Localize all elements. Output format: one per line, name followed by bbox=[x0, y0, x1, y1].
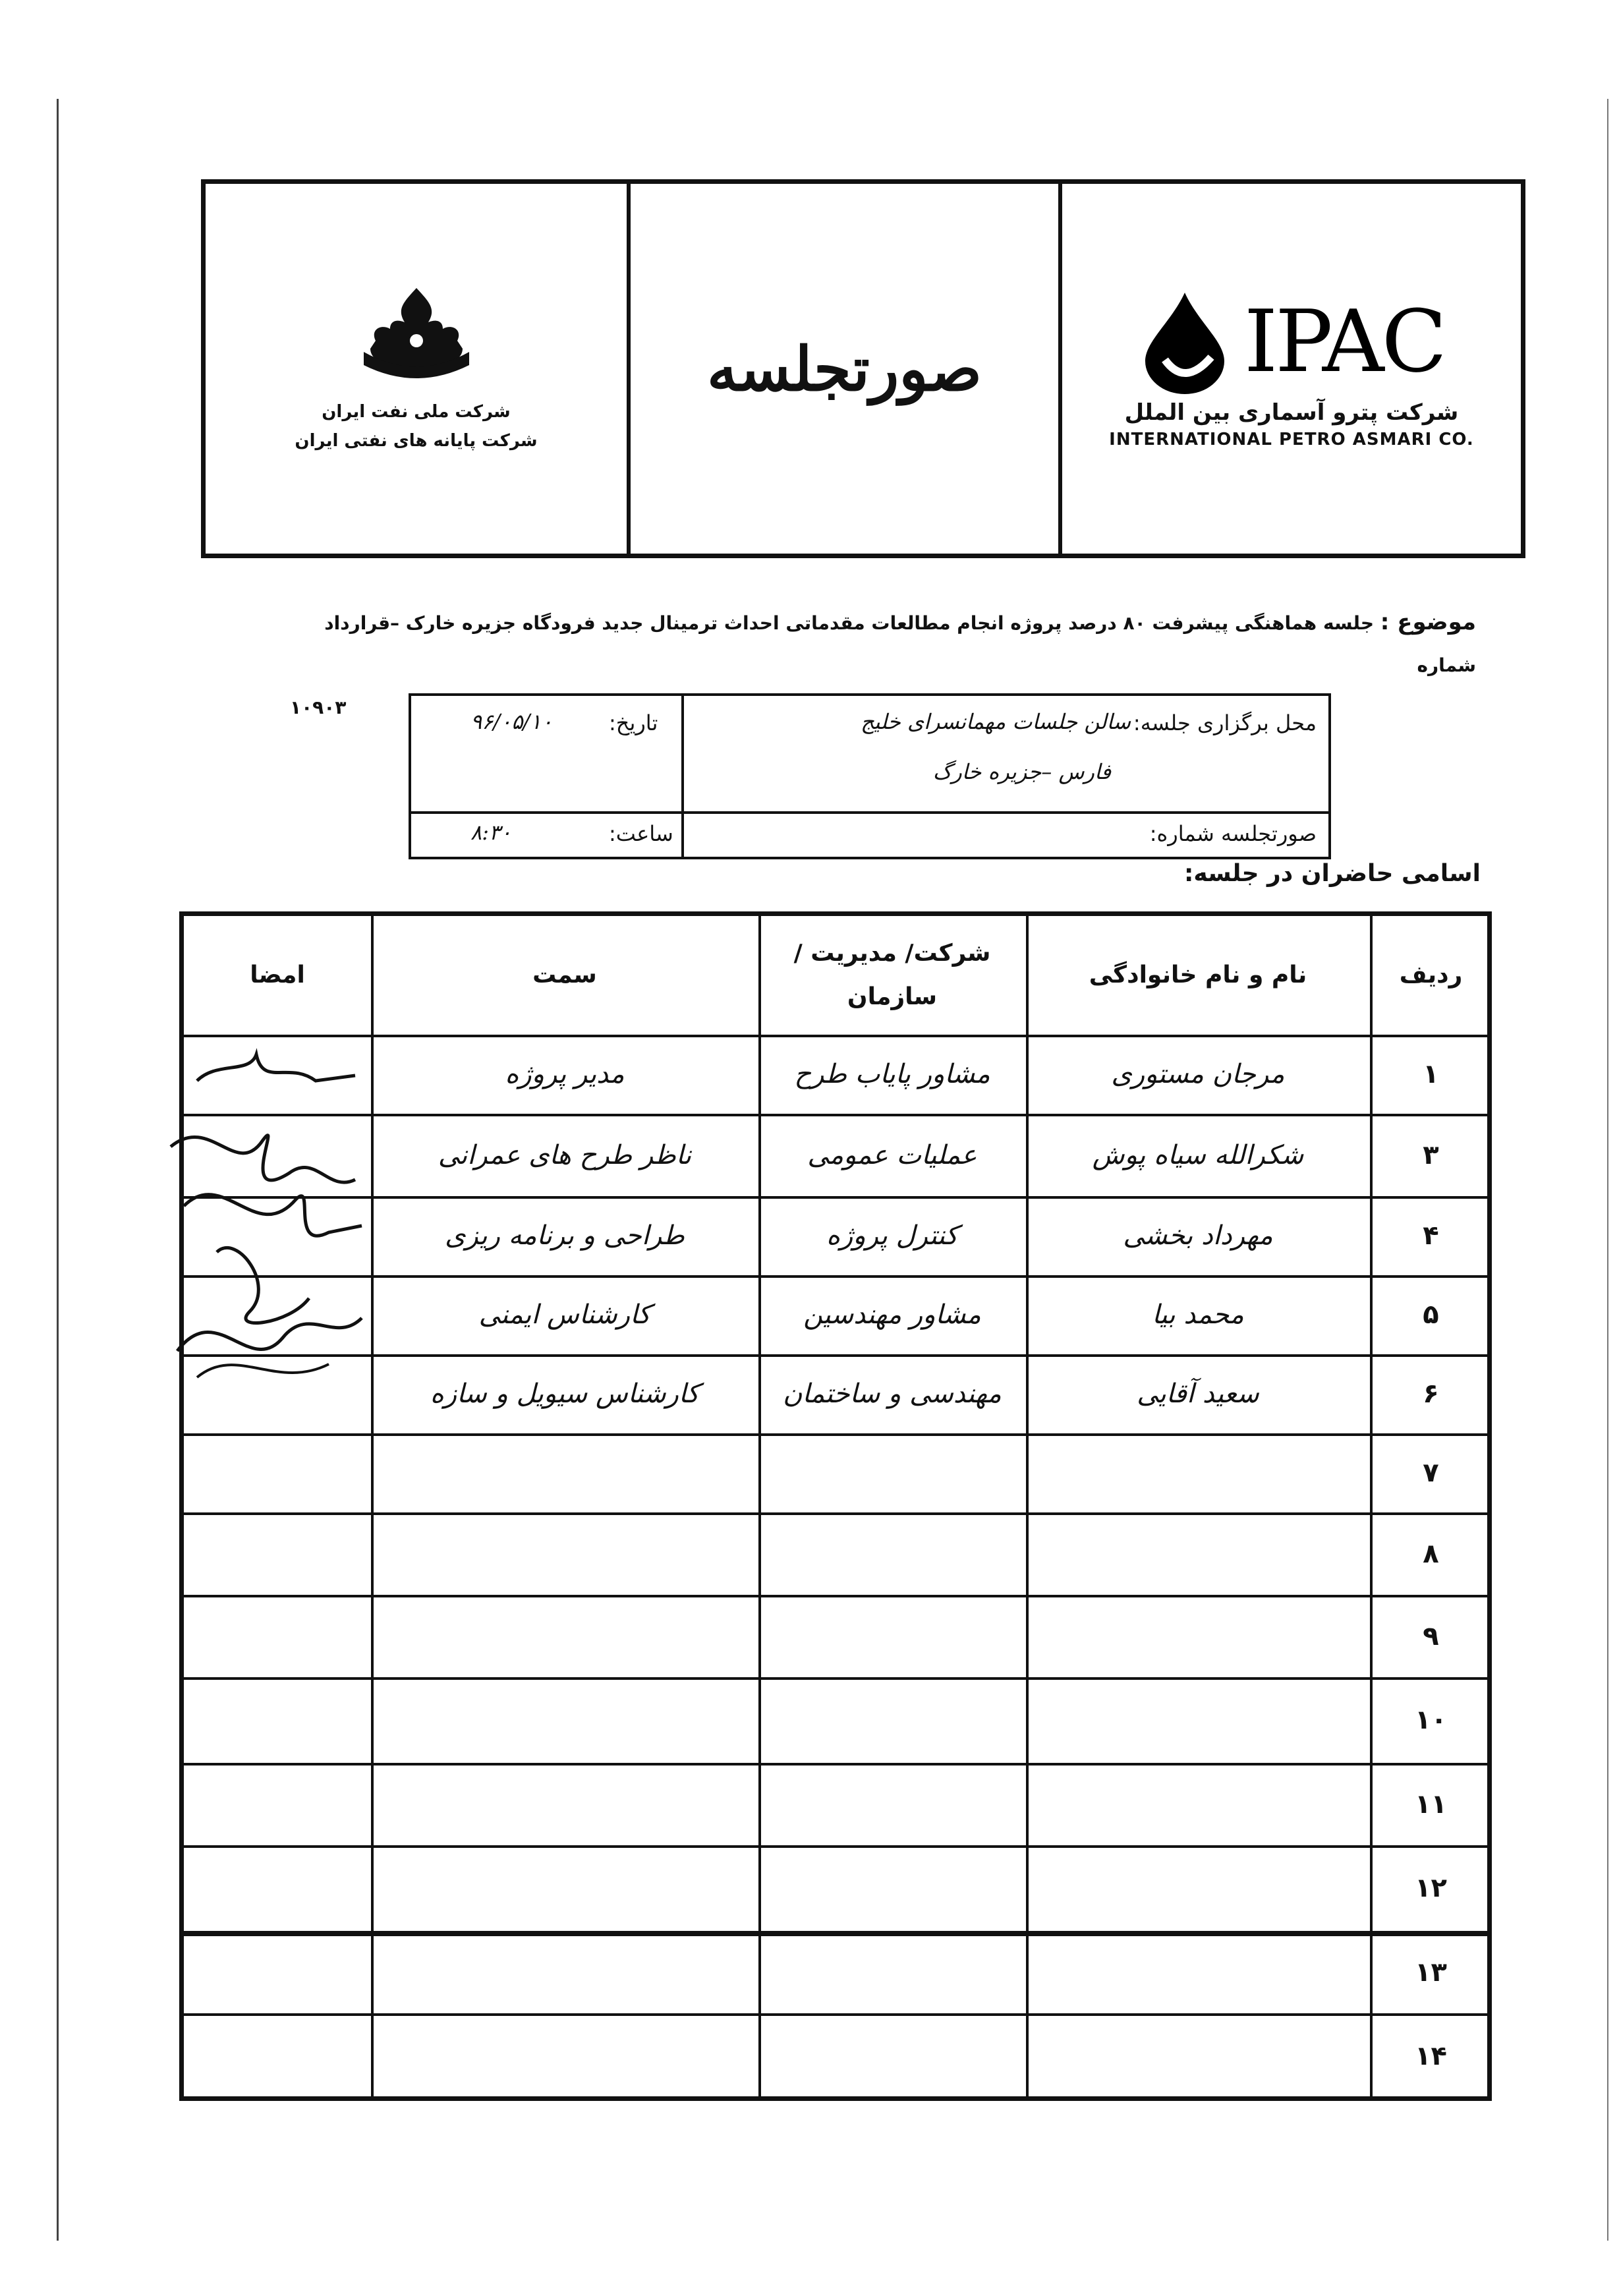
nioc-line-1: شرکت ملی نفت ایران bbox=[322, 401, 511, 422]
subject-label: موضوع : bbox=[1380, 609, 1476, 635]
place-line-2: فارس –جزیره خارگ bbox=[932, 759, 1111, 784]
ipac-wordmark: IPAC bbox=[1243, 291, 1445, 391]
ipac-name-en: INTERNATIONAL PETRO ASMARI CO. bbox=[1109, 429, 1474, 449]
nioc-caption bbox=[295, 397, 537, 455]
meeting-info-box bbox=[409, 693, 1331, 859]
row-number: ۵ bbox=[1423, 1300, 1439, 1330]
attendee-position: کارشناس ایمنی bbox=[478, 1300, 651, 1330]
attendee-name: مهرداد بخشی bbox=[1123, 1220, 1273, 1251]
attendee-company: مهندسی و ساختمان bbox=[783, 1379, 1002, 1409]
attendee-name: شکرالله سیاه پوش bbox=[1092, 1139, 1304, 1170]
header-signature: امضا bbox=[250, 961, 305, 989]
header-name: نام و نام خانوادگی bbox=[1089, 961, 1307, 989]
attendee-position: کارشناس سیویل و سازه bbox=[430, 1379, 700, 1409]
attendee-position: ناظر طرح های عمرانی bbox=[438, 1139, 692, 1170]
date-value: ۹۶/۰۵/۱۰ bbox=[470, 709, 553, 734]
row-number: ۸ bbox=[1423, 1538, 1439, 1569]
attendee-position: طراحی و برنامه ریزی bbox=[445, 1220, 685, 1251]
place-line-1: سالن جلسات مهمانسرای خلیج bbox=[861, 709, 1131, 734]
place-label: محل برگزاری جلسه: bbox=[1133, 710, 1317, 735]
attendee-company: مشاور مهندسین bbox=[803, 1300, 981, 1330]
title-cell bbox=[631, 184, 1062, 554]
attendees-title: اسامی حاضران در جلسه: bbox=[1184, 860, 1481, 887]
row-number: ۷ bbox=[1423, 1458, 1439, 1488]
row-number: ۶ bbox=[1423, 1379, 1439, 1409]
ipac-logo-cell bbox=[1062, 184, 1521, 554]
row-number: ۱ bbox=[1423, 1059, 1439, 1089]
header-company: شرکت/ مدیریت /سازمان bbox=[793, 940, 991, 1010]
row-number: ۱۱ bbox=[1415, 1789, 1447, 1820]
attendee-name: محمد بیا bbox=[1152, 1300, 1244, 1330]
subject-text: جلسه هماهنگی پیشرفت ۸۰ درصد پروژه انجام مطالعات مقدماتی احداث ترمینال جدید فرودگاه جزیره خارک –قرارداد شماره bbox=[324, 612, 1476, 676]
row-number: ۱۰ bbox=[1415, 1705, 1447, 1735]
minutes-number-label: صورتجلسه شماره: bbox=[1149, 821, 1317, 846]
nioc-logo-cell bbox=[206, 184, 631, 554]
contract-number: ۱۰۹۰۳ bbox=[290, 697, 347, 718]
nioc-flame-logo-icon bbox=[351, 283, 482, 388]
row-number: ۱۲ bbox=[1415, 1873, 1447, 1903]
attendee-name: سعید آقایی bbox=[1137, 1379, 1259, 1409]
attendees-table bbox=[179, 911, 1492, 2101]
ipac-logo bbox=[1139, 289, 1444, 394]
header-row-number: ردیف bbox=[1399, 961, 1463, 989]
row-number: ۱۳ bbox=[1415, 1957, 1447, 1988]
attendee-position: مدیر پروژه bbox=[505, 1059, 625, 1089]
document-header bbox=[201, 179, 1525, 558]
attendee-name: مرجان مستوری bbox=[1111, 1059, 1285, 1089]
row-number: ۱۴ bbox=[1415, 2041, 1447, 2071]
signatures-scribble bbox=[157, 1035, 382, 1391]
row-number: ۹ bbox=[1423, 1621, 1439, 1651]
attendee-company: عملیات عمومی bbox=[807, 1139, 977, 1170]
attendee-company: کنترل پروژه bbox=[826, 1220, 958, 1251]
time-label: ساعت: bbox=[609, 821, 673, 846]
nioc-line-2: شرکت پایانه های نفتی ایران bbox=[295, 430, 538, 451]
attendee-company: مشاور پایاب طرح bbox=[794, 1059, 990, 1089]
header-position: سمت bbox=[532, 961, 597, 989]
row-number: ۳ bbox=[1423, 1139, 1439, 1170]
ipac-drop-icon bbox=[1139, 289, 1231, 394]
row-number: ۴ bbox=[1423, 1220, 1439, 1251]
document-title: صورتجلسه bbox=[707, 333, 982, 405]
date-label: تاریخ: bbox=[609, 710, 658, 735]
ipac-name-fa: شرکت پترو آسماری بین الملل bbox=[1124, 399, 1459, 426]
time-value: ۸:۳۰ bbox=[470, 820, 512, 845]
